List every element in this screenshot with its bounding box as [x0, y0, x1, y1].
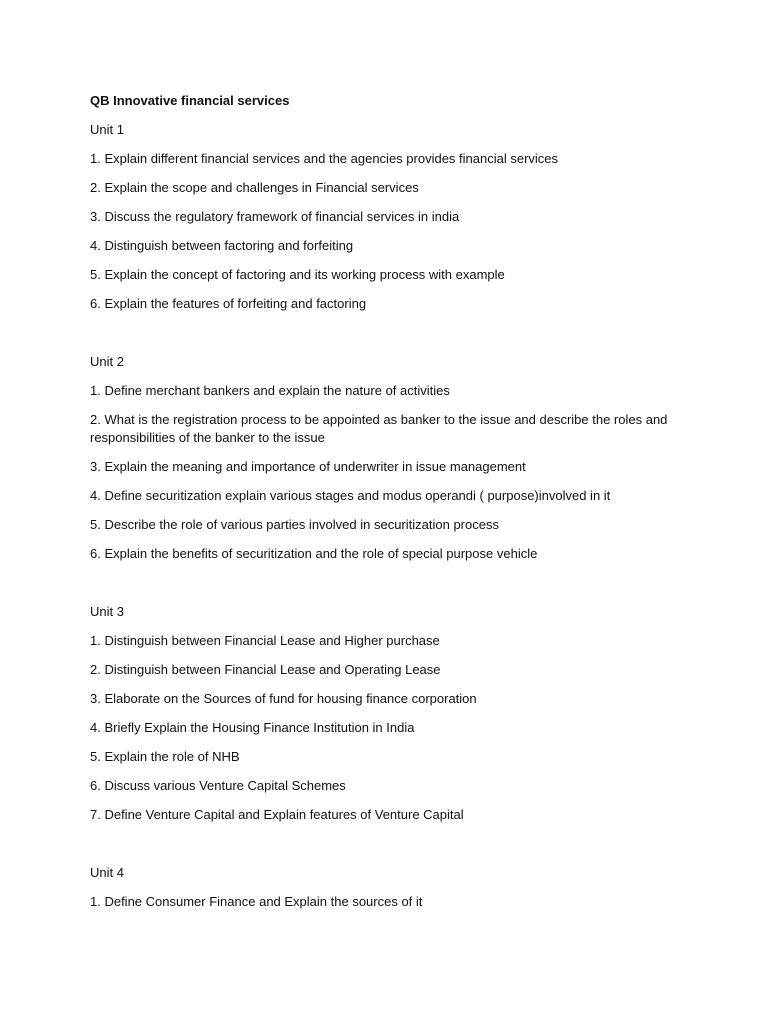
question-item: 6. Discuss various Venture Capital Schemes	[90, 778, 346, 793]
question-item: 2. Distinguish between Financial Lease and Operating Lease	[90, 662, 441, 677]
question-item: 1. Define merchant bankers and explain the nature of activities	[90, 383, 450, 398]
unit-section	[90, 121, 668, 313]
question-item: 4. Define securitization explain various stages and modus operandi ( purpose)involved in it	[90, 488, 611, 503]
unit-heading: Unit 3	[90, 604, 124, 619]
question-item: 5. Describe the role of various parties involved in securitization process	[90, 517, 499, 532]
question-item: 4. Distinguish between factoring and forfeiting	[90, 238, 354, 253]
unit-heading: Unit 4	[90, 865, 124, 880]
question-item: 2. Explain the scope and challenges in Financial services	[90, 180, 419, 195]
question-item: 5. Explain the role of NHB	[90, 749, 240, 764]
document-title: QB Innovative financial services	[90, 93, 290, 108]
unit-section	[90, 353, 668, 563]
question-item: 3. Discuss the regulatory framework of financial services in india	[90, 209, 460, 224]
question-item: 6. Explain the benefits of securitization and the role of special purpose vehicle	[90, 546, 538, 561]
question-item: 3. Elaborate on the Sources of fund for housing finance corporation	[90, 691, 477, 706]
question-item: 6. Explain the features of forfeiting and factoring	[90, 296, 367, 311]
question-item: 1. Distinguish between Financial Lease and Higher purchase	[90, 633, 440, 648]
question-item: 7. Define Venture Capital and Explain features of Venture Capital	[90, 807, 464, 822]
question-item: 3. Explain the meaning and importance of underwriter in issue management	[90, 459, 526, 474]
question-item: 1. Define Consumer Finance and Explain the sources of it	[90, 894, 423, 909]
unit-heading: Unit 1	[90, 122, 124, 137]
question-item: 4. Briefly Explain the Housing Finance Institution in India	[90, 720, 415, 735]
question-item: 5. Explain the concept of factoring and its working process with example	[90, 267, 505, 282]
question-item: 1. Explain different financial services and the agencies provides financial services	[90, 151, 559, 166]
unit-section	[90, 864, 668, 911]
unit-section	[90, 603, 668, 824]
question-item: 2. What is the registration process to be appointed as banker to the issue and describe the roles and responsibilities of the banker to the issue	[90, 412, 668, 445]
unit-heading: Unit 2	[90, 354, 124, 369]
